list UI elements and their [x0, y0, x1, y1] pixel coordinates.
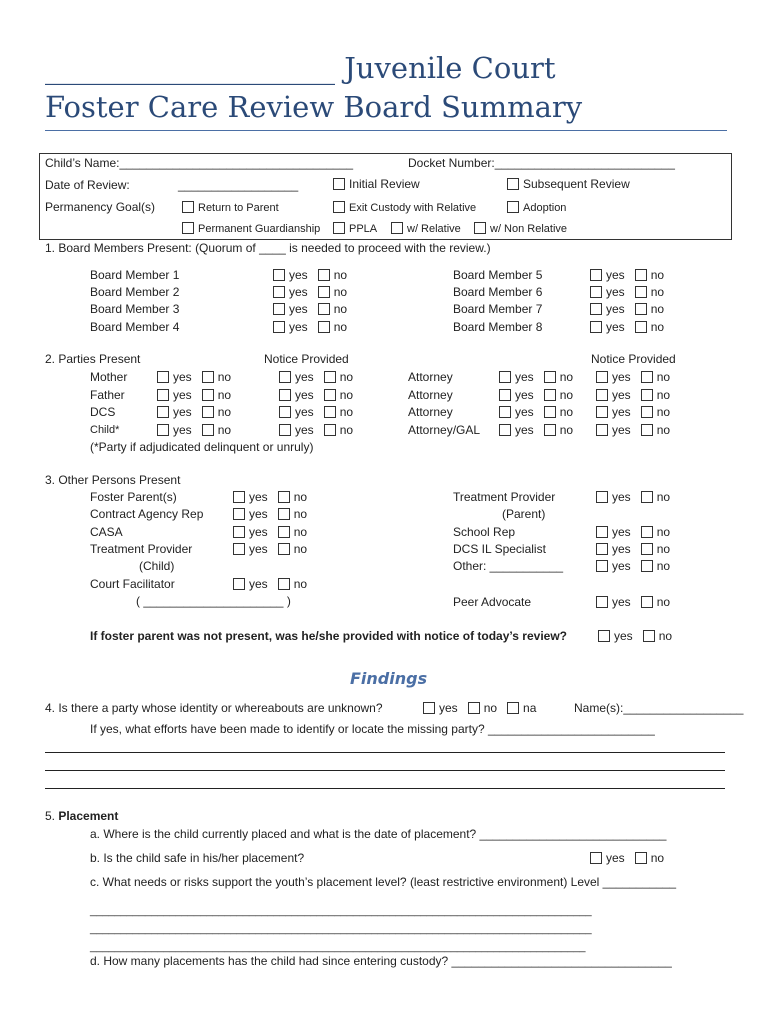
section4-question: 4. Is there a party whose identity or whereabouts are unknown?	[45, 701, 383, 715]
no-checkbox[interactable]	[318, 321, 330, 333]
missing-party-efforts-field[interactable]: If yes, what efforts have been made to identify or locate the missing party? _________________________	[90, 722, 655, 736]
no-label: no	[333, 320, 348, 334]
attorney-3-label: Attorney	[408, 405, 453, 419]
exit-custody-label: Exit Custody with Relative	[349, 202, 477, 214]
no-label: no	[656, 559, 671, 573]
section5-number: 5.	[45, 809, 59, 823]
yes-label: yes	[289, 320, 308, 334]
ppla-option[interactable]	[333, 222, 377, 236]
no-label: no	[656, 405, 671, 419]
attorney-3-present-yesno[interactable]	[499, 405, 573, 419]
peer-advocate-yesno[interactable]	[596, 595, 670, 609]
no-checkbox[interactable]	[278, 491, 290, 503]
treatment-provider-parent-label: Treatment Provider	[453, 490, 556, 504]
unknown-party-yesno[interactable]	[423, 701, 536, 715]
perm-guardianship-checkbox[interactable]	[182, 222, 194, 234]
initial-review-label: Initial Review	[349, 177, 420, 191]
school-rep-yesno[interactable]	[596, 525, 670, 539]
no-checkbox[interactable]	[641, 560, 653, 572]
board-member-2-label: Board Member 2	[90, 285, 180, 299]
court-facilitator-label: Court Facilitator	[90, 577, 175, 591]
no-checkbox[interactable]	[641, 543, 653, 555]
attorney-3-notice-yesno[interactable]	[596, 405, 670, 419]
no-label: no	[650, 851, 665, 865]
no-checkbox[interactable]	[641, 371, 653, 383]
w-non-relative-option[interactable]	[474, 222, 567, 236]
yes-checkbox[interactable]	[233, 508, 245, 520]
perm-guardianship-label: Permanent Guardianship	[198, 223, 321, 235]
yes-checkbox[interactable]	[590, 321, 602, 333]
yes-checkbox[interactable]	[596, 371, 608, 383]
yes-label: yes	[249, 542, 268, 556]
yes-label: yes	[606, 851, 625, 865]
contract-agency-yesno[interactable]	[233, 507, 307, 521]
w-non-relative-checkbox[interactable]	[474, 222, 486, 234]
placement-c-answer-line-3[interactable]: _________________________________________________________________________________	[90, 941, 586, 953]
page-title: Foster Care Review Board Summary	[45, 90, 583, 124]
no-label: no	[559, 370, 574, 384]
attorney-gal-notice-yesno[interactable]	[596, 423, 670, 437]
no-checkbox[interactable]	[635, 852, 647, 864]
child-notice-yesno[interactable]	[279, 423, 353, 437]
return-to-parent-option[interactable]	[182, 201, 279, 215]
no-label: no	[656, 490, 671, 504]
yes-label: yes	[515, 370, 534, 384]
yes-checkbox[interactable]	[596, 596, 608, 608]
yes-label: yes	[249, 507, 268, 521]
dcs-notice-yesno[interactable]	[279, 405, 353, 419]
section2-heading: 2. Parties Present	[45, 352, 141, 366]
yes-label: yes	[173, 388, 192, 402]
no-label: no	[333, 302, 348, 316]
board-member-6-yesno[interactable]	[590, 285, 664, 299]
yes-checkbox[interactable]	[499, 406, 511, 418]
placement-question-a[interactable]: a. Where is the child currently placed and what is the date of placement? ____________________________	[90, 827, 667, 841]
title-rule	[45, 130, 727, 131]
yes-checkbox[interactable]	[596, 491, 608, 503]
adoption-option[interactable]	[507, 201, 566, 215]
court-facilitator-name-field[interactable]: ( _____________________ )	[136, 594, 291, 608]
yes-checkbox[interactable]	[273, 269, 285, 281]
date-of-review-label: Date of Review:	[45, 178, 130, 192]
notice-provided-header-right: Notice Provided	[591, 352, 676, 366]
yes-label: yes	[289, 268, 308, 282]
yes-checkbox[interactable]	[596, 406, 608, 418]
mother-notice-yesno[interactable]	[279, 370, 353, 384]
yes-label: yes	[289, 302, 308, 316]
ppla-label: PPLA	[349, 223, 378, 235]
return-to-parent-checkbox[interactable]	[182, 201, 194, 213]
board-member-7-label: Board Member 7	[453, 302, 543, 316]
yes-checkbox[interactable]	[499, 371, 511, 383]
no-checkbox[interactable]	[324, 389, 336, 401]
no-checkbox[interactable]	[318, 269, 330, 281]
yes-label: yes	[249, 490, 268, 504]
yes-label: yes	[614, 629, 633, 643]
yes-label: yes	[515, 388, 534, 402]
findings-heading: Findings	[350, 669, 428, 688]
no-label: no	[656, 370, 671, 384]
treatment-provider-child-label: Treatment Provider	[90, 542, 193, 556]
foster-notice-question: If foster parent was not present, was he/she provided with notice of today’s review?	[90, 629, 567, 643]
placement-c-answer-line-2[interactable]: __________________________________________________________________________________	[90, 923, 592, 935]
no-checkbox[interactable]	[641, 424, 653, 436]
board-member-1-yesno[interactable]	[273, 268, 347, 282]
dcs-il-specialist-label: DCS IL Specialist	[453, 542, 546, 556]
foster-parent-label: Foster Parent(s)	[90, 490, 177, 504]
yes-label: yes	[612, 370, 631, 384]
yes-label: yes	[612, 542, 631, 556]
no-checkbox[interactable]	[643, 630, 655, 642]
no-label: no	[217, 405, 232, 419]
yes-checkbox[interactable]	[596, 543, 608, 555]
yes-checkbox[interactable]	[596, 526, 608, 538]
casa-yesno[interactable]	[233, 525, 307, 539]
ppla-checkbox[interactable]	[333, 222, 345, 234]
no-checkbox[interactable]	[318, 286, 330, 298]
no-checkbox[interactable]	[641, 596, 653, 608]
no-label: no	[656, 388, 671, 402]
yes-checkbox[interactable]	[596, 560, 608, 572]
foster-parent-yesno[interactable]	[233, 490, 307, 504]
treatment-provider-parent-sub: (Parent)	[502, 507, 546, 521]
father-notice-yesno[interactable]	[279, 388, 353, 402]
no-checkbox[interactable]	[544, 424, 556, 436]
no-label: no	[559, 405, 574, 419]
no-label: no	[656, 595, 671, 609]
childs-name-field[interactable]: Child’s Name:___________________________________	[45, 156, 354, 170]
board-member-4-label: Board Member 4	[90, 320, 180, 334]
w-relative-label: w/ Relative	[407, 223, 461, 235]
yes-label: yes	[515, 405, 534, 419]
no-checkbox[interactable]	[641, 526, 653, 538]
yes-checkbox[interactable]	[596, 424, 608, 436]
attorney-1-label: Attorney	[408, 370, 453, 384]
treatment-child-yesno[interactable]	[233, 542, 307, 556]
yes-checkbox[interactable]	[273, 286, 285, 298]
yes-label: yes	[606, 320, 625, 334]
yes-label: yes	[606, 268, 625, 282]
no-checkbox[interactable]	[278, 508, 290, 520]
yes-checkbox[interactable]	[279, 389, 291, 401]
court-facilitator-yesno[interactable]	[233, 577, 307, 591]
placement-question-c[interactable]: c. What needs or risks support the youth’s placement level? (least restrictive environment) Level ___________	[90, 875, 677, 889]
yes-label: yes	[295, 388, 314, 402]
na-checkbox[interactable]	[507, 702, 519, 714]
no-label: no	[293, 577, 308, 591]
no-checkbox[interactable]	[544, 389, 556, 401]
yes-label: yes	[289, 285, 308, 299]
yes-checkbox[interactable]	[233, 526, 245, 538]
yes-checkbox[interactable]	[233, 578, 245, 590]
attorney-2-present-yesno[interactable]	[499, 388, 573, 402]
no-label: no	[650, 268, 665, 282]
no-label: no	[339, 388, 354, 402]
yes-checkbox[interactable]	[499, 389, 511, 401]
party-dcs-label: DCS	[90, 405, 116, 419]
yes-label: yes	[173, 405, 192, 419]
no-checkbox[interactable]	[324, 406, 336, 418]
no-label: no	[483, 701, 498, 715]
no-label: no	[339, 370, 354, 384]
no-label: no	[217, 388, 232, 402]
placement-c-answer-line-1[interactable]: __________________________________________________________________________________	[90, 905, 592, 917]
na-label: na	[523, 701, 537, 715]
attorney-2-notice-yesno[interactable]	[596, 388, 670, 402]
mother-present-yesno[interactable]	[157, 370, 231, 384]
no-checkbox[interactable]	[635, 269, 647, 281]
casa-label: CASA	[90, 525, 123, 539]
yes-checkbox[interactable]	[598, 630, 610, 642]
no-label: no	[339, 405, 354, 419]
board-member-8-label: Board Member 8	[453, 320, 543, 334]
section3-heading: 3. Other Persons Present	[45, 473, 181, 487]
dcs-il-yesno[interactable]	[596, 542, 670, 556]
initial-review-checkbox[interactable]	[333, 178, 345, 190]
child-present-yesno[interactable]	[157, 423, 231, 437]
no-label: no	[559, 423, 574, 437]
yes-checkbox[interactable]	[279, 406, 291, 418]
yes-label: yes	[612, 490, 631, 504]
court-name-line: ____________________ Juvenile Court	[45, 51, 556, 85]
yes-label: yes	[612, 595, 631, 609]
no-label: no	[333, 268, 348, 282]
yes-checkbox[interactable]	[157, 389, 169, 401]
yes-label: yes	[295, 370, 314, 384]
no-checkbox[interactable]	[202, 424, 214, 436]
yes-checkbox[interactable]	[499, 424, 511, 436]
yes-checkbox[interactable]	[423, 702, 435, 714]
yes-checkbox[interactable]	[590, 286, 602, 298]
placement-question-d[interactable]: d. How many placements has the child had since entering custody? _________________________________	[90, 954, 672, 968]
board-member-6-label: Board Member 6	[453, 285, 543, 299]
yes-checkbox[interactable]	[157, 371, 169, 383]
no-label: no	[293, 525, 308, 539]
answer-line-2[interactable]	[45, 770, 725, 771]
section5-title: Placement	[58, 809, 119, 823]
no-label: no	[293, 507, 308, 521]
no-checkbox[interactable]	[641, 491, 653, 503]
board-member-8-yesno[interactable]	[590, 320, 664, 334]
unknown-party-names-field[interactable]: Name(s):__________________	[574, 701, 744, 715]
answer-line-1[interactable]	[45, 752, 725, 753]
no-label: no	[658, 629, 673, 643]
school-rep-label: School Rep	[453, 525, 516, 539]
return-to-parent-label: Return to Parent	[198, 202, 279, 214]
subsequent-review-option[interactable]	[507, 177, 630, 191]
board-member-4-yesno[interactable]	[273, 320, 347, 334]
yes-checkbox[interactable]	[590, 269, 602, 281]
board-member-5-yesno[interactable]	[590, 268, 664, 282]
yes-label: yes	[173, 370, 192, 384]
no-checkbox[interactable]	[544, 406, 556, 418]
yes-label: yes	[295, 405, 314, 419]
no-checkbox[interactable]	[468, 702, 480, 714]
treatment-parent-yesno[interactable]	[596, 490, 670, 504]
yes-label: yes	[249, 577, 268, 591]
perm-guardianship-option[interactable]	[182, 222, 320, 236]
w-non-relative-label: w/ Non Relative	[490, 223, 568, 235]
no-label: no	[333, 285, 348, 299]
other-person-yesno[interactable]	[596, 559, 670, 573]
date-of-review-field[interactable]: __________________	[178, 178, 299, 192]
yes-checkbox[interactable]	[279, 424, 291, 436]
no-label: no	[656, 542, 671, 556]
adoption-checkbox[interactable]	[507, 201, 519, 213]
no-label: no	[217, 423, 232, 437]
yes-label: yes	[612, 405, 631, 419]
dcs-present-yesno[interactable]	[157, 405, 231, 419]
father-present-yesno[interactable]	[157, 388, 231, 402]
adoption-label: Adoption	[523, 202, 567, 214]
yes-checkbox[interactable]	[273, 321, 285, 333]
no-checkbox[interactable]	[202, 406, 214, 418]
yes-checkbox[interactable]	[596, 389, 608, 401]
peer-advocate-label: Peer Advocate	[453, 595, 532, 609]
no-checkbox[interactable]	[324, 424, 336, 436]
foster-notice-yesno[interactable]	[598, 629, 672, 643]
board-member-7-yesno[interactable]	[590, 302, 664, 316]
w-relative-checkbox[interactable]	[391, 222, 403, 234]
no-checkbox[interactable]	[318, 303, 330, 315]
yes-label: yes	[612, 525, 631, 539]
contract-agency-label: Contract Agency Rep	[90, 507, 204, 521]
no-label: no	[217, 370, 232, 384]
yes-checkbox[interactable]	[590, 852, 602, 864]
other-person-field[interactable]: Other: ___________	[453, 559, 564, 573]
yes-checkbox[interactable]	[233, 543, 245, 555]
yes-checkbox[interactable]	[273, 303, 285, 315]
board-member-2-yesno[interactable]	[273, 285, 347, 299]
yes-label: yes	[515, 423, 534, 437]
no-checkbox[interactable]	[635, 321, 647, 333]
no-checkbox[interactable]	[278, 526, 290, 538]
no-label: no	[339, 423, 354, 437]
yes-checkbox[interactable]	[157, 406, 169, 418]
yes-label: yes	[612, 388, 631, 402]
no-label: no	[656, 525, 671, 539]
child-safe-yesno[interactable]	[590, 851, 664, 865]
no-checkbox[interactable]	[278, 578, 290, 590]
yes-label: yes	[173, 423, 192, 437]
no-checkbox[interactable]	[641, 406, 653, 418]
yes-label: yes	[606, 285, 625, 299]
yes-label: yes	[249, 525, 268, 539]
section5-heading	[45, 809, 118, 823]
placement-question-b: b. Is the child safe in his/her placement?	[90, 851, 305, 865]
no-label: no	[293, 542, 308, 556]
no-label: no	[656, 423, 671, 437]
board-member-3-yesno[interactable]	[273, 302, 347, 316]
party-child-label: Child*	[90, 424, 120, 436]
answer-line-3[interactable]	[45, 788, 725, 789]
yes-label: yes	[606, 302, 625, 316]
yes-label: yes	[612, 559, 631, 573]
board-member-3-label: Board Member 3	[90, 302, 180, 316]
w-relative-option[interactable]	[391, 222, 461, 236]
treatment-provider-child-sub: (Child)	[139, 559, 175, 573]
yes-checkbox[interactable]	[590, 303, 602, 315]
no-checkbox[interactable]	[202, 371, 214, 383]
yes-label: yes	[612, 423, 631, 437]
no-checkbox[interactable]	[202, 389, 214, 401]
no-label: no	[559, 388, 574, 402]
party-mother-label: Mother	[90, 370, 128, 384]
initial-review-option[interactable]	[333, 177, 420, 191]
yes-label: yes	[295, 423, 314, 437]
attorney-gal-present-yesno[interactable]	[499, 423, 573, 437]
attorney-gal-label: Attorney/GAL	[408, 423, 481, 437]
no-checkbox[interactable]	[544, 371, 556, 383]
no-checkbox[interactable]	[278, 543, 290, 555]
attorney-1-present-yesno[interactable]	[499, 370, 573, 384]
yes-checkbox[interactable]	[233, 491, 245, 503]
attorney-2-label: Attorney	[408, 388, 453, 402]
yes-checkbox[interactable]	[157, 424, 169, 436]
no-checkbox[interactable]	[635, 303, 647, 315]
permanency-goal-label: Permanency Goal(s)	[45, 200, 156, 214]
no-checkbox[interactable]	[635, 286, 647, 298]
party-footnote: (*Party if adjudicated delinquent or unruly)	[90, 440, 314, 454]
subsequent-review-checkbox[interactable]	[507, 178, 519, 190]
no-label: no	[650, 302, 665, 316]
no-label: no	[650, 285, 665, 299]
attorney-1-notice-yesno[interactable]	[596, 370, 670, 384]
no-checkbox[interactable]	[324, 371, 336, 383]
exit-custody-checkbox[interactable]	[333, 201, 345, 213]
no-label: no	[293, 490, 308, 504]
yes-label: yes	[439, 701, 458, 715]
no-label: no	[650, 320, 665, 334]
docket-number-field[interactable]: Docket Number:___________________________	[408, 156, 675, 170]
party-father-label: Father	[90, 388, 125, 402]
section1-heading: 1. Board Members Present: (Quorum of ____ is needed to proceed with the review.)	[45, 241, 491, 255]
subsequent-review-label: Subsequent Review	[523, 177, 630, 191]
notice-provided-header-left: Notice Provided	[264, 352, 349, 366]
board-member-5-label: Board Member 5	[453, 268, 543, 282]
no-checkbox[interactable]	[641, 389, 653, 401]
board-member-1-label: Board Member 1	[90, 268, 180, 282]
exit-custody-option[interactable]	[333, 201, 476, 215]
yes-checkbox[interactable]	[279, 371, 291, 383]
